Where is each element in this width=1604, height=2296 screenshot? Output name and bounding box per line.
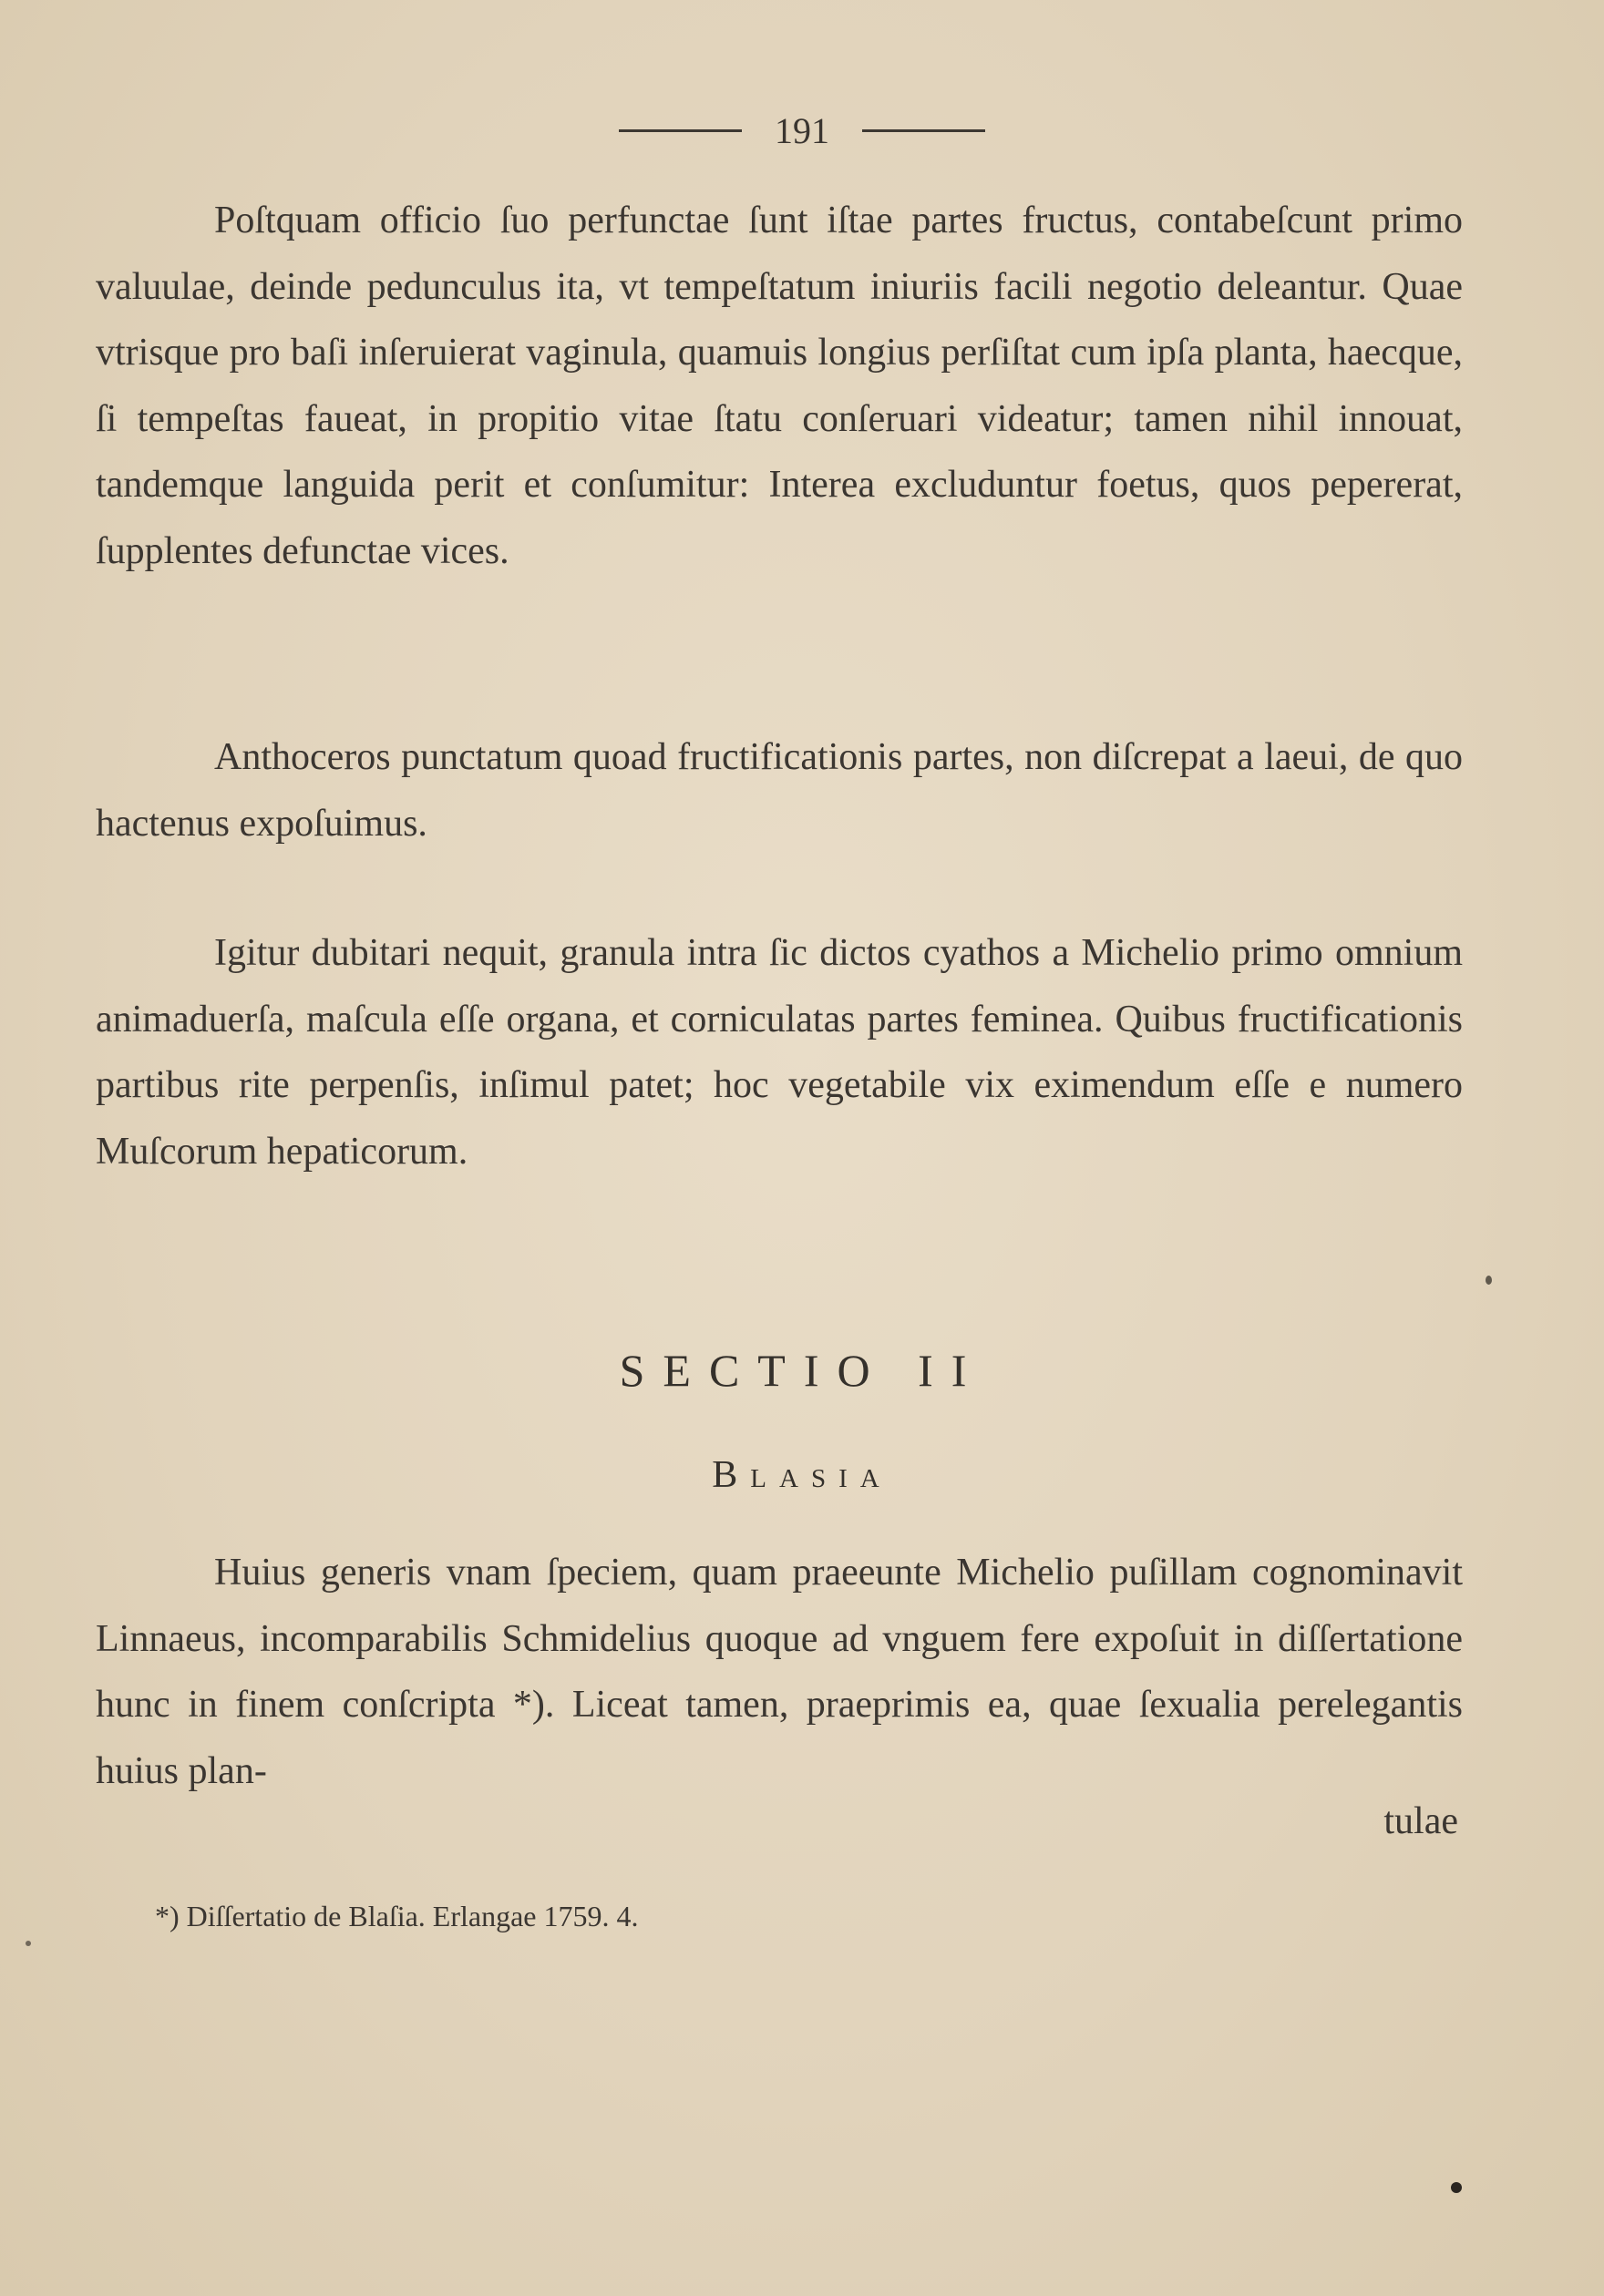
section-heading: SECTIO II: [619, 1345, 985, 1396]
footnote: *) Diſſertatio de Blaſia. Erlangae 1759. 4.: [155, 1900, 639, 1932]
header-rule-left: [619, 129, 742, 132]
ink-speck: [1486, 1276, 1492, 1285]
ink-speck: [26, 1941, 31, 1946]
paragraph-4: Huius generis vnam ſpeciem, quam praeeunte Michelio puſillam cognominavit Linnaeus, incomparabilis Schmidelius quoque ad vnguem fere expoſuit in diſſertatione hunc in finem conſcripta *). Liceat tamen, praeprimis ea, quae ſexualia perelegantis huius plan-: [96, 1552, 1463, 1792]
header-rule-right: [862, 129, 985, 132]
paragraph-1: Poſtquam officio ſuo perfunctae ſunt iſtae partes fructus, contabeſcunt primo valuulae, deinde pedunculus ita, vt tempeſtatum iniuriis facili negotio deleantur. Quae vtrisque pro baſi inſeruierat vaginula, quamuis longius perſiſtat cum ipſa planta, haecque, ſi tempeſtas faueat, in propitio vitae ſtatu conſeruari videatur; tamen nihil innouat, tandemque languida perit et conſumitur: Interea excluduntur foetus, quos pepererat, ſupplentes defunctae vices.: [96, 200, 1463, 572]
page-header: [602, 108, 1002, 153]
genus-heading: Blasia: [712, 1454, 892, 1496]
page-number: 191: [775, 109, 829, 151]
paragraph-3: Igitur dubitari nequit, granula intra ſic dictos cyathos a Michelio primo omnium animaduerſa, maſcula eſſe organa, et corniculatas partes feminea. Quibus fructificationis partibus rite perpenſis, inſimul patet; hoc vegetabile vix eximendum eſſe e numero Muſcorum hepaticorum.: [96, 932, 1463, 1173]
paragraph-2: Anthoceros punctatum quoad fructificationis partes, non diſcrepat a laeui, de quo hactenus expoſuimus.: [96, 736, 1463, 845]
ink-speck: [1451, 2182, 1462, 2193]
catchword: tulae: [1383, 1800, 1458, 1842]
